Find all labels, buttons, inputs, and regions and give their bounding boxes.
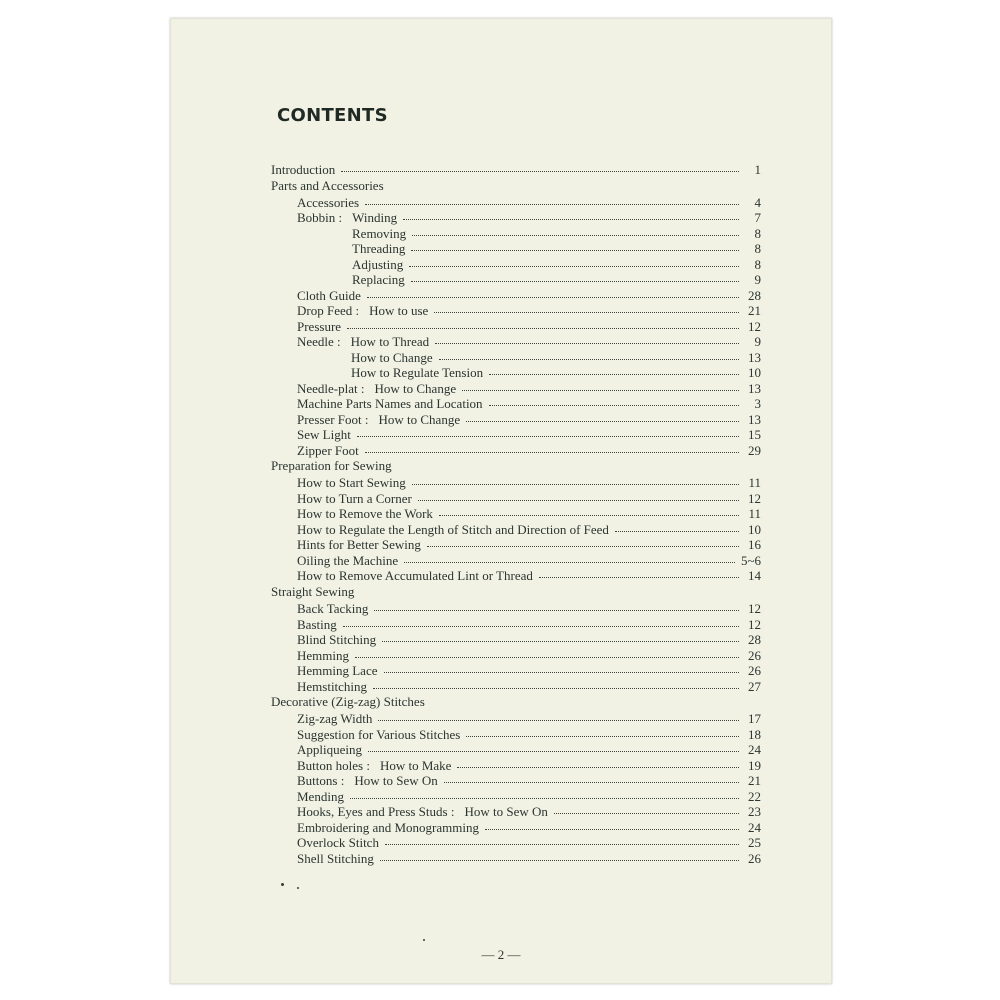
toc-entry: [271, 319, 763, 335]
toc-page-number: 11: [748, 475, 761, 491]
toc-entry-title: Basting: [297, 616, 337, 632]
scan-speck: [297, 887, 299, 889]
dot-leader: [418, 500, 739, 501]
toc-entry-title: Decorative (Zig-zag) Stitches: [271, 694, 425, 710]
dot-leader: [457, 767, 739, 768]
toc-page-number: 19: [748, 757, 761, 773]
dot-leader: [343, 626, 739, 627]
toc-page-number: 7: [754, 210, 761, 226]
toc-entry-prefix: Presser Foot :: [297, 411, 369, 427]
toc-entry-title: Suggestion for Various Stitches: [297, 726, 461, 742]
toc-entry-title: Appliqueing: [297, 742, 362, 758]
toc-entry-title: Straight Sewing: [271, 583, 355, 599]
toc-entry: [271, 210, 763, 226]
toc-entry: [271, 758, 763, 774]
toc-entry-title: Parts and Accessories: [271, 177, 384, 193]
toc-entry-title: Oiling the Machine: [297, 552, 399, 568]
toc-entry: [271, 443, 763, 459]
toc-entry: [271, 601, 763, 617]
toc-entry-title: Hemstitching: [297, 678, 368, 694]
dot-leader: [350, 798, 739, 799]
dot-leader: [357, 436, 739, 437]
dot-leader: [347, 328, 739, 329]
toc-entry-title: Introduction: [271, 162, 336, 177]
dot-leader: [444, 782, 739, 783]
toc-page-number: 12: [748, 318, 761, 334]
toc-entry-prefix: Bobbin :: [297, 210, 343, 226]
toc-entry: [271, 773, 763, 789]
toc-page-number: 12: [748, 616, 761, 632]
toc-page-number: 27: [748, 678, 761, 694]
toc-entry-title: How to Sew On: [464, 804, 548, 820]
dot-leader: [365, 452, 739, 453]
toc-entry: [271, 648, 763, 664]
toc-page-number: 5~6: [740, 552, 761, 568]
toc-entry-title: Pressure: [297, 318, 342, 334]
toc-page-number: 24: [748, 742, 761, 758]
dot-leader: [489, 405, 739, 406]
toc-entry: [271, 226, 763, 242]
toc-entry: [271, 522, 763, 538]
toc-page-number: 21: [748, 303, 761, 319]
dot-leader: [384, 672, 740, 673]
dot-leader: [373, 688, 739, 689]
toc-entry: [271, 257, 763, 273]
toc-entry-title: Replacing: [352, 272, 405, 288]
toc-page-number: 26: [748, 850, 761, 866]
toc-entry: [271, 553, 763, 569]
toc-entry-title: How to Change: [351, 349, 433, 365]
toc-entry-title: Blind Stitching: [297, 632, 377, 648]
dot-leader: [439, 359, 739, 360]
toc-entry-title: Accessories: [297, 194, 360, 210]
toc-entry: [271, 804, 763, 820]
toc-entry-title: Machine Parts Names and Location: [297, 396, 483, 412]
toc-entry: [271, 350, 763, 366]
toc-page-number: 24: [748, 819, 761, 835]
toc-entry-title: How to Remove Accumulated Lint or Thread: [297, 568, 533, 584]
toc-entry-title: How to use: [369, 303, 429, 319]
toc-section-heading: [271, 694, 763, 711]
toc-page-number: 25: [748, 835, 761, 851]
toc-entry-title: Hemming: [297, 647, 349, 663]
toc-entry-title: How to Thread: [350, 334, 430, 350]
toc-page-number: 13: [748, 411, 761, 427]
toc-entry: [271, 617, 763, 633]
dot-leader: [404, 562, 735, 563]
toc-entry: [271, 491, 763, 507]
toc-entry-title: Adjusting: [352, 256, 404, 272]
toc-entry-title: Back Tacking: [297, 601, 369, 617]
toc-entry-title: How to Sew On: [354, 773, 438, 789]
dot-leader: [341, 171, 739, 172]
dot-leader: [412, 484, 739, 485]
dot-leader: [367, 297, 739, 298]
toc-entry-title: Overlock Stitch: [297, 835, 379, 851]
toc-page-number: 8: [754, 225, 761, 241]
dot-leader: [368, 751, 739, 752]
toc-entry: [271, 272, 763, 288]
toc-page-number: 17: [748, 711, 761, 727]
toc-entry-title: Shell Stitching: [297, 850, 374, 866]
toc-page-number: 12: [748, 490, 761, 506]
dot-leader: [462, 390, 739, 391]
dot-leader: [427, 546, 739, 547]
toc-entry: [271, 663, 763, 679]
dot-leader: [380, 860, 739, 861]
page-number: — 2 —: [481, 947, 521, 962]
dot-leader: [411, 250, 739, 251]
toc-entry-title: Mending: [297, 788, 344, 804]
toc-page-number: 3: [754, 396, 761, 412]
dot-leader: [466, 736, 739, 737]
toc-page-number: 10: [748, 365, 761, 381]
dot-leader: [485, 829, 739, 830]
toc-entry: [271, 412, 763, 428]
page-title: CONTENTS: [277, 105, 388, 126]
toc-entry-prefix: Buttons :: [297, 773, 345, 789]
toc-entry-title: How to Change: [374, 380, 457, 396]
toc-entry-prefix: Hooks, Eyes and Press Studs :: [297, 804, 455, 820]
dot-leader: [365, 204, 739, 205]
dot-leader: [434, 312, 739, 313]
toc-entry: [271, 334, 763, 350]
toc-page-number: 10: [748, 521, 761, 537]
toc-entry: [271, 679, 763, 695]
toc-entry: [271, 789, 763, 805]
toc-entry: [271, 396, 763, 412]
toc-entry-title: Zig-zag Width: [297, 711, 373, 727]
toc-section-heading: [271, 458, 763, 475]
dot-leader: [489, 374, 739, 375]
table-of-contents: [271, 162, 763, 866]
dot-leader: [439, 515, 739, 516]
toc-entry-prefix: Needle :: [297, 334, 341, 350]
toc-entry-title: How to Regulate the Length of Stitch and Direction of Feed: [297, 521, 609, 537]
toc-entry-title: How to Turn a Corner: [297, 490, 412, 506]
toc-entry: [271, 568, 763, 584]
toc-entry-title: Preparation for Sewing: [271, 458, 392, 474]
toc-entry-prefix: Needle-plat :: [297, 380, 365, 396]
toc-entry-title: Embroidering and Monogramming: [297, 819, 479, 835]
toc-entry: [271, 632, 763, 648]
dot-leader: [466, 421, 739, 422]
toc-page-number: 8: [754, 256, 761, 272]
toc-entry: [271, 742, 763, 758]
toc-entry-title: How to Regulate Tension: [351, 365, 484, 381]
toc-entry: [271, 851, 763, 867]
dot-leader: [382, 641, 739, 642]
dot-leader: [554, 813, 739, 814]
toc-entry: [271, 381, 763, 397]
toc-page-number: 15: [748, 427, 761, 443]
scan-speck: [423, 939, 425, 941]
scan-speck: [281, 883, 284, 886]
toc-entry: [271, 365, 763, 381]
toc-entry: [271, 711, 763, 727]
toc-entry: [271, 195, 763, 211]
toc-page-number: 23: [748, 804, 761, 820]
toc-page-number: 12: [748, 601, 761, 617]
document-page: [170, 18, 832, 984]
toc-page-number: 26: [748, 647, 761, 663]
toc-entry: [271, 820, 763, 836]
toc-entry-title: Winding: [352, 210, 398, 226]
dot-leader: [355, 657, 739, 658]
toc-entry: [271, 727, 763, 743]
toc-page-number: 4: [754, 194, 761, 210]
toc-entry-title: Threading: [352, 241, 406, 257]
toc-entry-title: Sew Light: [297, 427, 351, 443]
toc-page-number: 11: [748, 506, 761, 522]
toc-entry-title: Cloth Guide: [297, 287, 361, 303]
toc-entry-title: Zipper Foot: [297, 442, 359, 458]
toc-entry-title: Hints for Better Sewing: [297, 537, 421, 553]
toc-entry: [271, 241, 763, 257]
toc-entry-title: How to Start Sewing: [297, 475, 406, 491]
toc-page-number: 21: [748, 773, 761, 789]
toc-page-number: 29: [748, 442, 761, 458]
toc-page-number: 18: [748, 726, 761, 742]
toc-section-heading: [271, 584, 763, 601]
toc-entry: [271, 537, 763, 553]
toc-page-number: 13: [748, 380, 761, 396]
toc-page-number: 16: [748, 537, 761, 553]
toc-entry-prefix: Button holes :: [297, 757, 370, 773]
toc-page-number: 26: [748, 663, 761, 679]
dot-leader: [403, 219, 739, 220]
toc-entry: [271, 288, 763, 304]
dot-leader: [374, 610, 739, 611]
toc-entry-prefix: Drop Feed :: [297, 303, 360, 319]
dot-leader: [385, 844, 739, 845]
dot-leader: [378, 720, 739, 721]
toc-entry: [271, 475, 763, 491]
toc-page-number: 9: [754, 334, 761, 350]
toc-page-number: 8: [754, 241, 761, 257]
toc-page-number: 9: [754, 272, 761, 288]
toc-section-heading: [271, 178, 763, 195]
toc-entry: [271, 303, 763, 319]
toc-entry: [271, 835, 763, 851]
toc-entry-title: How to Make: [379, 757, 452, 773]
toc-page-number: 13: [748, 349, 761, 365]
dot-leader: [539, 577, 739, 578]
dot-leader: [615, 531, 739, 532]
toc-entry-title: How to Remove the Work: [297, 506, 433, 522]
toc-entry-title: Hemming Lace: [297, 663, 378, 679]
toc-entry: [271, 506, 763, 522]
toc-page-number: 28: [748, 632, 761, 648]
toc-entry: [271, 427, 763, 443]
dot-leader: [435, 343, 739, 344]
toc-entry-title: Removing: [352, 225, 407, 241]
toc-page-number: 1: [754, 162, 761, 177]
toc-entry-title: How to Change: [378, 411, 461, 427]
toc-page-number: 22: [748, 788, 761, 804]
dot-leader: [412, 235, 739, 236]
toc-page-number: 28: [748, 287, 761, 303]
dot-leader: [411, 281, 739, 282]
toc-page-number: 14: [748, 568, 761, 584]
toc-entry: [271, 162, 763, 178]
dot-leader: [409, 266, 739, 267]
